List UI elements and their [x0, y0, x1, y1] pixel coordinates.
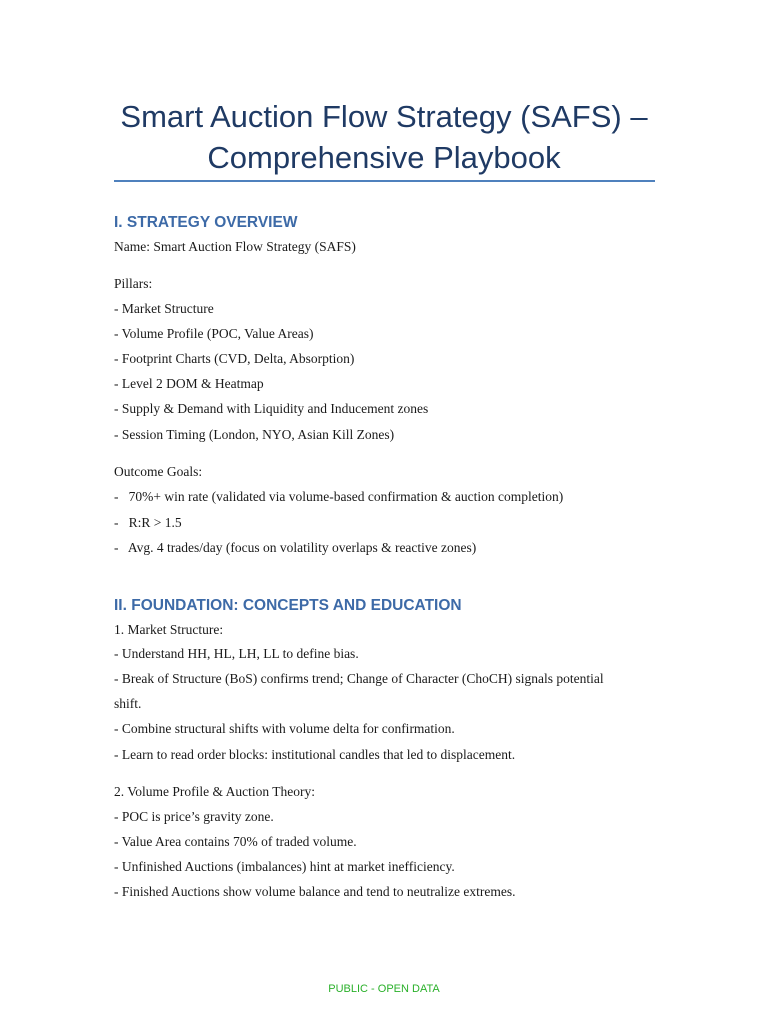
- list-item: - Session Timing (London, NYO, Asian Kill Zones): [114, 427, 395, 442]
- list-item: - Break of Structure (BoS) confirms trend; Change of Character (ChoCH) signals potential: [114, 671, 604, 686]
- strategy-name-line: Name: Smart Auction Flow Strategy (SAFS): [114, 239, 356, 254]
- page-title-line-1: Smart Auction Flow Strategy (SAFS) –: [120, 99, 648, 134]
- list-item: - Avg. 4 trades/day (focus on volatility overlaps & reactive zones): [114, 540, 477, 555]
- subsection-label-volume-profile: 2. Volume Profile & Auction Theory:: [114, 784, 315, 799]
- page-title: [100, 96, 668, 178]
- list-item: - R:R > 1.5: [114, 515, 182, 530]
- page-title-line-2: Comprehensive Playbook: [207, 140, 561, 175]
- list-item: - Understand HH, HL, LH, LL to define bias.: [114, 646, 359, 661]
- section-heading-strategy-overview: I. STRATEGY OVERVIEW: [114, 214, 298, 231]
- outcome-goals-label: Outcome Goals:: [114, 464, 203, 479]
- list-item: - Value Area contains 70% of traded volume.: [114, 834, 357, 849]
- classification-footer: PUBLIC - OPEN DATA: [328, 983, 440, 995]
- list-item: - Unfinished Auctions (imbalances) hint at market inefficiency.: [114, 859, 455, 874]
- list-item: - POC is price’s gravity zone.: [114, 809, 274, 824]
- title-divider: [114, 180, 655, 182]
- section-heading-foundation: II. FOUNDATION: CONCEPTS AND EDUCATION: [114, 597, 462, 614]
- list-item: - Supply & Demand with Liquidity and Inducement zones: [114, 401, 429, 416]
- list-item: - Footprint Charts (CVD, Delta, Absorption): [114, 351, 355, 366]
- list-item: - 70%+ win rate (validated via volume-based confirmation & auction completion): [114, 489, 564, 504]
- list-item-continuation: shift.: [114, 696, 142, 711]
- list-item: - Combine structural shifts with volume delta for confirmation.: [114, 721, 455, 736]
- list-item: - Finished Auctions show volume balance and tend to neutralize extremes.: [114, 884, 516, 899]
- subsection-label-market-structure: 1. Market Structure:: [114, 622, 224, 637]
- list-item: - Learn to read order blocks: institutional candles that led to displacement.: [114, 747, 516, 762]
- pillars-label: Pillars:: [114, 276, 153, 291]
- list-item: - Volume Profile (POC, Value Areas): [114, 326, 314, 341]
- list-item: - Market Structure: [114, 301, 214, 316]
- list-item: - Level 2 DOM & Heatmap: [114, 376, 264, 391]
